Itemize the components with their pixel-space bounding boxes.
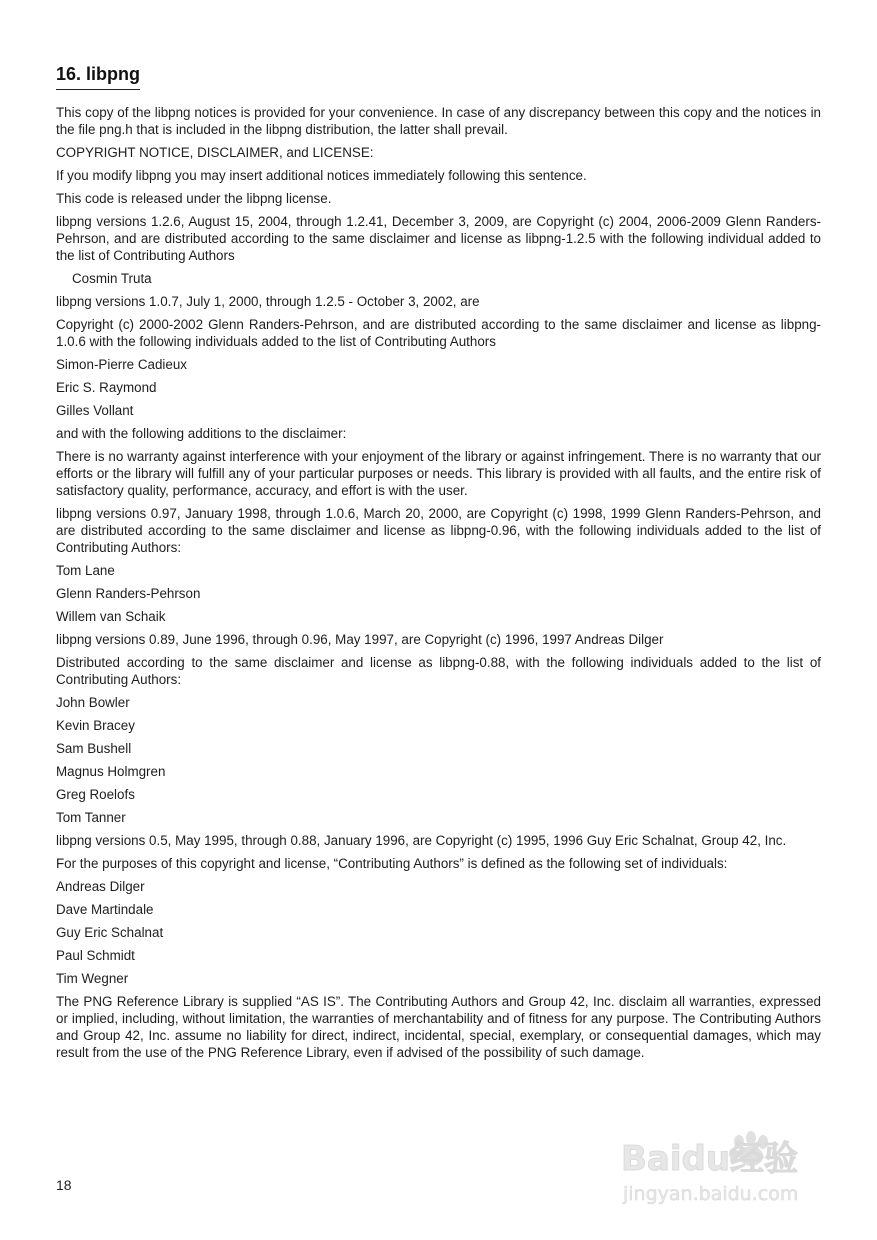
paragraph: The PNG Reference Library is supplied “AS IS”. The Contributing Authors and Group 42, Inc. disclaim all warranties, expressed or implied, including, without limitation, the warranties of merchantability and of fitness for any purpose. The Contributing Authors and Group 42, Inc. assume no liability for direct, indirect, incidental, special, exemplary, or consequential damages, which may result from the use of the PNG Reference Library, even if advised of the possibility of such damage. <box>56 994 821 1060</box>
paragraph: libpng versions 1.2.6, August 15, 2004, through 1.2.41, December 3, 2009, are Copyright (c) 2004, 2006-2009 Glenn Randers-Pehrson, and are distributed according to the same disclaimer and license as libpng-1.2.5 with the following individual added to the list of Contributing Authors <box>56 214 821 263</box>
paragraph: libpng versions 0.97, January 1998, through 1.0.6, March 20, 2000, are Copyright (c) 1998, 1999 Glenn Randers-Pehrson, and are distributed according to the same disclaimer and license as libpng-0.96, with the following individuals added to the list of Contributing Authors: <box>56 506 821 555</box>
document-page <box>56 62 821 1067</box>
author-name: Eric S. Raymond <box>56 380 157 395</box>
baidu-jingyan-watermark <box>621 1130 821 1210</box>
paragraph: libpng versions 0.5, May 1995, through 0.88, January 1996, are Copyright (c) 1995, 1996 Guy Eric Schalnat, Group 42, Inc. <box>56 833 787 848</box>
author-name: Gilles Vollant <box>56 403 134 418</box>
author-name: Simon-Pierre Cadieux <box>56 357 187 372</box>
author-name: Paul Schmidt <box>56 948 135 963</box>
section-heading: 16. libpng <box>56 62 140 90</box>
author-name: Tim Wegner <box>56 971 129 986</box>
author-name: Willem van Schaik <box>56 609 166 624</box>
paragraph: and with the following additions to the disclaimer: <box>56 426 347 441</box>
author-name: Kevin Bracey <box>56 718 135 733</box>
author-name: Tom Tanner <box>56 810 126 825</box>
paragraph: For the purposes of this copyright and license, “Contributing Authors” is defined as the following set of individuals: <box>56 856 728 871</box>
page-number: 18 <box>56 1177 72 1193</box>
author-name: Dave Martindale <box>56 902 154 917</box>
watermark-brand: Baidu经验 <box>621 1139 799 1179</box>
paragraph: If you modify libpng you may insert additional notices immediately following this sentence. <box>56 168 587 183</box>
watermark-url: jingyan.baidu.com <box>623 1183 799 1205</box>
author-name: Cosmin Truta <box>72 271 152 286</box>
author-name: John Bowler <box>56 695 130 710</box>
author-name: Andreas Dilger <box>56 879 145 894</box>
author-name: Greg Roelofs <box>56 787 135 802</box>
body-text <box>56 104 821 1061</box>
paragraph: This code is released under the libpng license. <box>56 191 332 206</box>
author-name: Sam Bushell <box>56 741 132 756</box>
paragraph: libpng versions 1.0.7, July 1, 2000, through 1.2.5 - October 3, 2002, are <box>56 294 480 309</box>
author-name: Magnus Holmgren <box>56 764 166 779</box>
paragraph: Copyright (c) 2000-2002 Glenn Randers-Pehrson, and are distributed according to the same disclaimer and license as libpng-1.0.6 with the following individuals added to the list of Contributing Authors <box>56 317 821 349</box>
paragraph: libpng versions 0.89, June 1996, through 0.96, May 1997, are Copyright (c) 1996, 1997 Andreas Dilger <box>56 632 664 647</box>
author-name: Tom Lane <box>56 563 115 578</box>
author-name: Glenn Randers-Pehrson <box>56 586 201 601</box>
paragraph: Distributed according to the same disclaimer and license as libpng-0.88, with the following individuals added to the list of Contributing Authors: <box>56 655 821 687</box>
author-name: Guy Eric Schalnat <box>56 925 164 940</box>
paragraph: This copy of the libpng notices is provided for your convenience. In case of any discrepancy between this copy and the notices in the file png.h that is included in the libpng distribution, the latter shall prevail. <box>56 105 821 137</box>
paragraph: There is no warranty against interference with your enjoyment of the library or against infringement. There is no warranty that our efforts or the library will fulfill any of your particular purposes or needs. This library is provided with all faults, and the entire risk of satisfactory quality, performance, accuracy, and effort is with the user. <box>56 449 821 498</box>
paragraph: COPYRIGHT NOTICE, DISCLAIMER, and LICENSE: <box>56 145 374 160</box>
